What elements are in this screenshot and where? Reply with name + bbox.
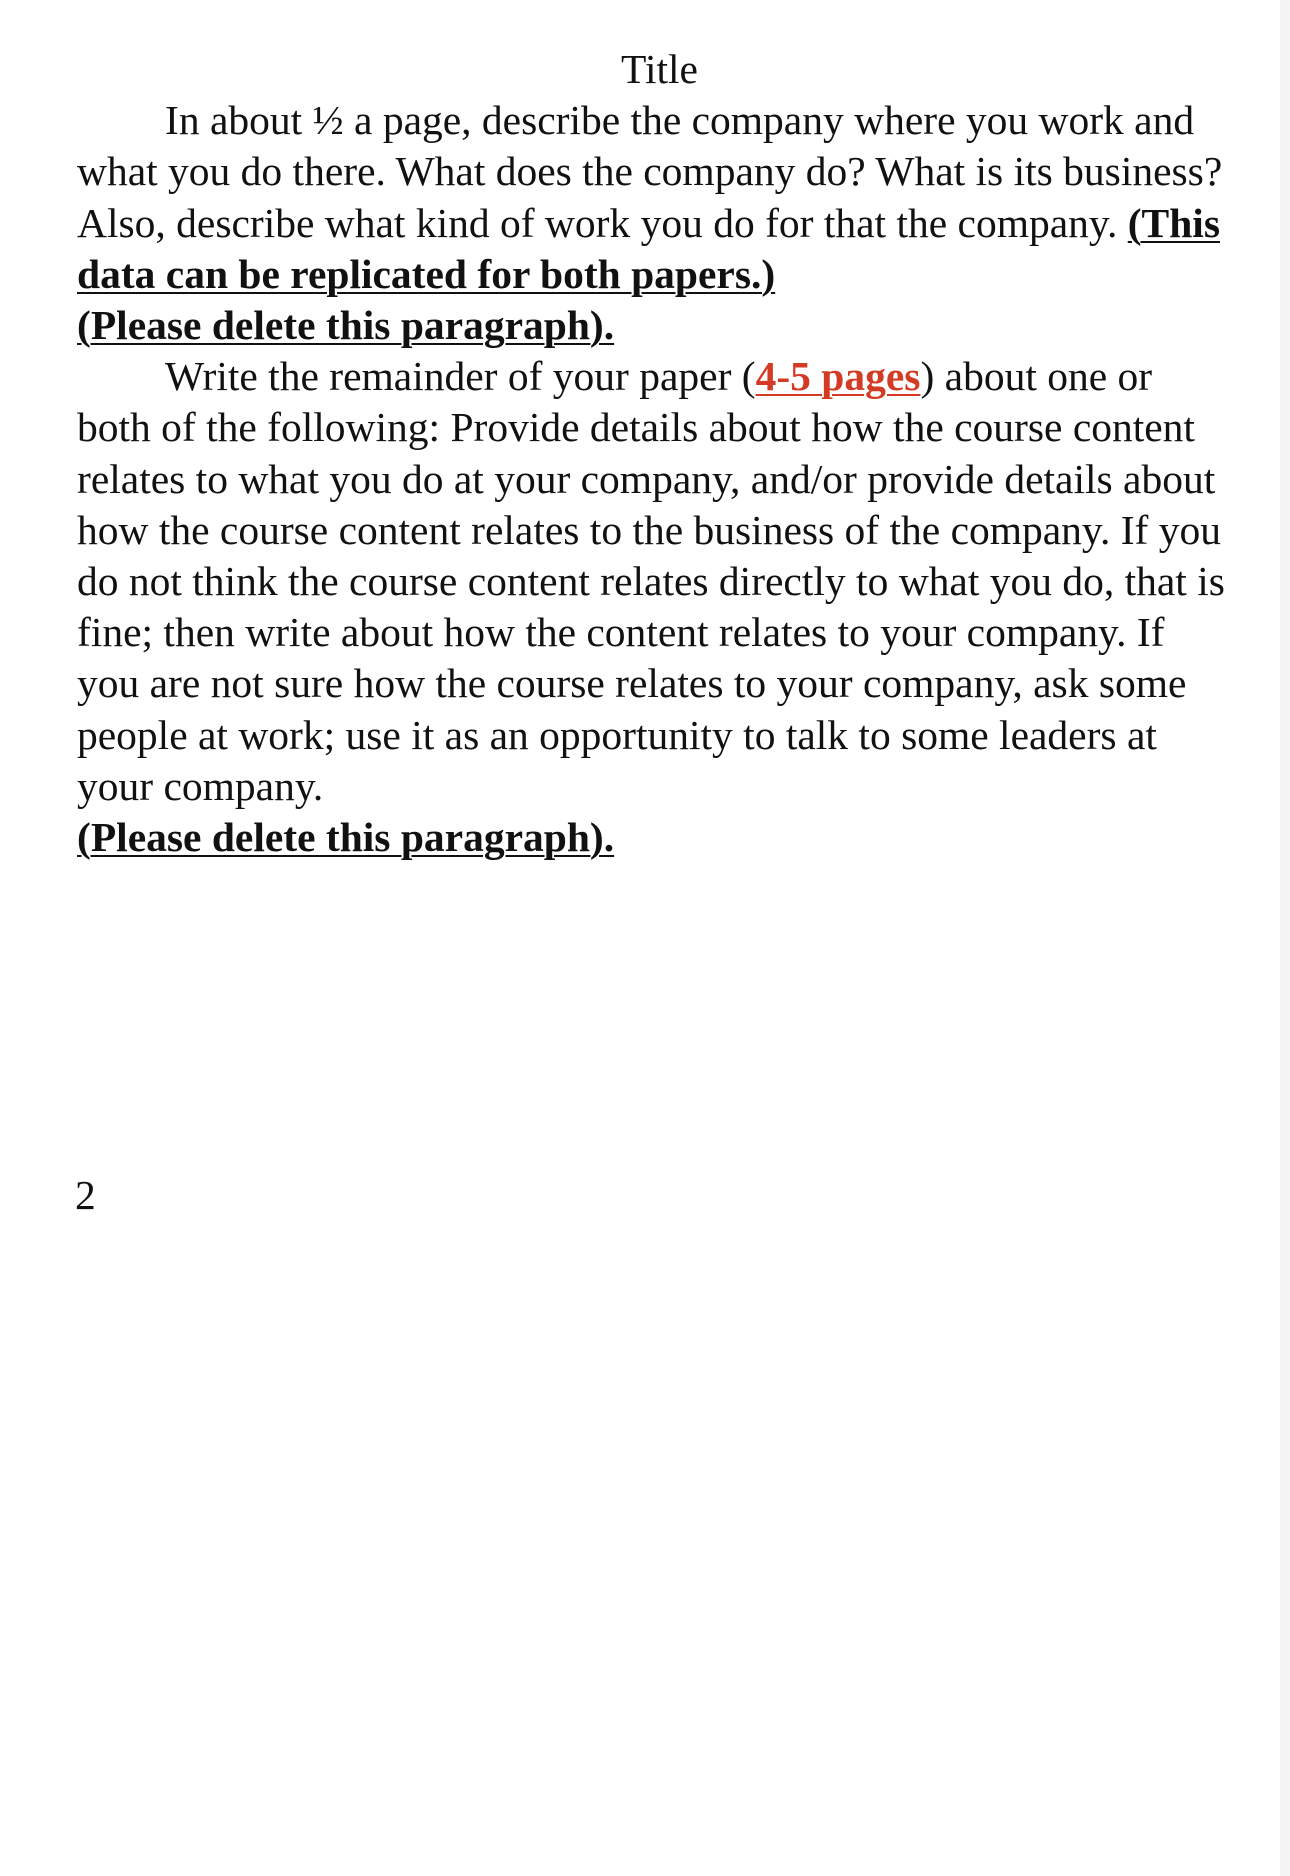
paragraph-remainder-text-after: ) about one or both of the following: Provide details about how the course content relates to what you do at your company, and/or provide details about how the course content relates to the business of the company. If you do not think the course content relates directly to what you do, that is fine; then write about how the content relates to your company. If you are not sure how the course relates to your company, ask some people at work; use it as an opportunity to talk to some leaders at your company. xyxy=(77,353,1225,809)
paragraph-remainder-text-before: Write the remainder of your paper ( xyxy=(165,353,756,400)
page-number: 2 xyxy=(75,1172,96,1218)
paragraph-company-description xyxy=(77,95,1227,351)
page-edge xyxy=(1280,0,1290,1876)
page-count-highlight: 4-5 pages xyxy=(755,353,921,400)
replicate-note: (This data can be replicated for both papers.) xyxy=(77,199,1220,297)
paragraph-remainder-instructions xyxy=(77,351,1227,863)
delete-paragraph-note-2: (Please delete this paragraph). xyxy=(77,814,615,861)
delete-paragraph-note-1: (Please delete this paragraph). xyxy=(77,302,615,349)
document-title: Title xyxy=(621,46,698,92)
paragraph-company-text: In about ½ a page, describe the company where you work and what you do there. What does the company do? What is its business? Also, describe what kind of work you do for that the company. xyxy=(77,97,1223,246)
document-body xyxy=(77,44,1227,863)
